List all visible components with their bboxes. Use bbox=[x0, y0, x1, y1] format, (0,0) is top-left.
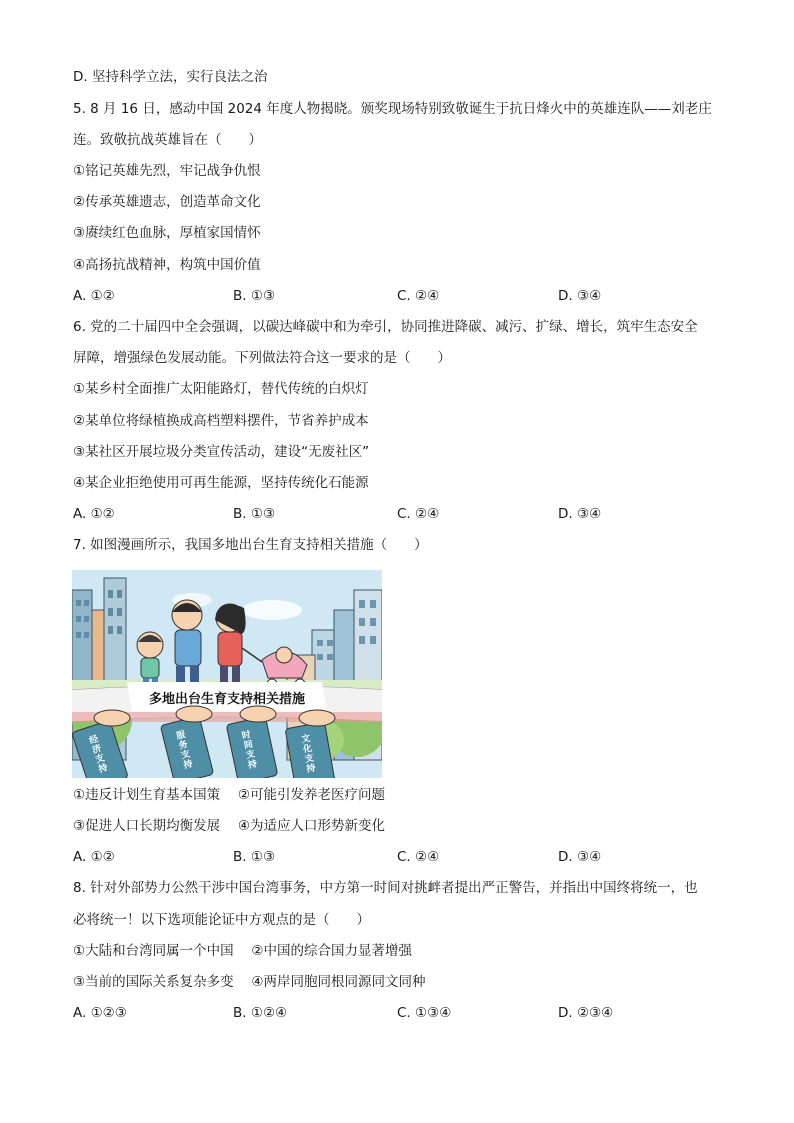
q6-option-c: C. ②④ bbox=[397, 506, 440, 522]
q7-comic-image bbox=[72, 570, 382, 778]
q5-option-b: B. ①③ bbox=[233, 288, 276, 304]
prev-option-d: D. 坚持科学立法，实行良法之治 bbox=[73, 69, 268, 85]
q5-option-c: C. ②④ bbox=[397, 288, 440, 304]
q6-option-b: B. ①③ bbox=[233, 506, 276, 522]
q5-stem-line-1: 5. 8 月 16 日，感动中国 2024 年度人物揭晓。颁奖现场特别致敬诞生于抗日烽火中的英雄连队——刘老庄 bbox=[73, 101, 712, 117]
q7-stem: 7. 如图漫画所示，我国多地出台生育支持相关措施（ ） bbox=[73, 537, 428, 553]
q8-option-c: C. ①③④ bbox=[397, 1005, 452, 1021]
q6-option-a: A. ①② bbox=[73, 506, 115, 522]
q7-option-d: D. ③④ bbox=[558, 849, 602, 865]
q6-stem-line-2: 屏障，增强绿色发展动能。下列做法符合这一要求的是（ ） bbox=[73, 350, 451, 366]
q6-item-4: ④某企业拒绝使用可再生能源，坚持传统化石能源 bbox=[73, 475, 369, 491]
q8-items-row-2: ③当前的国际关系复杂多变 ④两岸同胞同根同源同文同种 bbox=[73, 974, 426, 990]
q5-option-d: D. ③④ bbox=[558, 288, 602, 304]
q5-item-1: ①铭记英雄先烈，牢记战争仇恨 bbox=[73, 163, 261, 179]
comic-sleeve-culture: 文化支持 bbox=[300, 733, 317, 775]
q7-option-b: B. ①③ bbox=[233, 849, 276, 865]
comic-sleeve-economic: 经济支持 bbox=[88, 734, 110, 776]
q6-item-2: ②某单位将绿植换成高档塑料摆件，节省养护成本 bbox=[73, 413, 369, 429]
q7-option-c: C. ②④ bbox=[397, 849, 440, 865]
q8-option-d: D. ②③④ bbox=[558, 1005, 614, 1021]
q8-stem-line-2: 必将统一！以下选项能论证中方观点的是（ ） bbox=[73, 912, 370, 928]
q8-option-a: A. ①②③ bbox=[73, 1005, 127, 1021]
comic-banner-text: 多地出台生育支持相关措施 bbox=[148, 692, 305, 707]
q7-option-a: A. ①② bbox=[73, 849, 115, 865]
q6-item-1: ①某乡村全面推广太阳能路灯，替代传统的白炽灯 bbox=[73, 381, 369, 397]
q7-items-row-1: ①违反计划生育基本国策 ②可能引发养老医疗问题 bbox=[73, 787, 385, 803]
q8-items-row-1: ①大陆和台湾同属一个中国 ②中国的综合国力显著增强 bbox=[73, 943, 412, 959]
comic-sleeve-service: 服务支持 bbox=[175, 730, 194, 772]
q5-item-2: ②传承英雄遗志，创造革命文化 bbox=[73, 194, 261, 210]
q8-stem-line-1: 8. 针对外部势力公然干涉中国台湾事务，中方第一时间对挑衅者提出严正警告，并指出中国终将统一，也 bbox=[73, 880, 698, 896]
q7-items-row-2: ③促进人口长期均衡发展 ④为适应人口形势新变化 bbox=[73, 818, 385, 834]
q8-option-b: B. ①②④ bbox=[233, 1005, 288, 1021]
q5-item-4: ④高扬抗战精神，构筑中国价值 bbox=[73, 257, 261, 273]
q5-stem-line-2: 连。致敬抗战英雄旨在（ ） bbox=[73, 132, 262, 148]
comic-sleeve-time: 时间支持 bbox=[240, 730, 259, 772]
q5-item-3: ③赓续红色血脉，厚植家国情怀 bbox=[73, 225, 261, 241]
q6-item-3: ③某社区开展垃圾分类宣传活动，建设“无废社区” bbox=[73, 444, 370, 460]
q5-option-a: A. ①② bbox=[73, 288, 115, 304]
q6-stem-line-1: 6. 党的二十届四中全会强调，以碳达峰碳中和为牵引，协同推进降碳、减污、扩绿、增长，筑牢生态安全 bbox=[73, 319, 698, 335]
q6-option-d: D. ③④ bbox=[558, 506, 602, 522]
